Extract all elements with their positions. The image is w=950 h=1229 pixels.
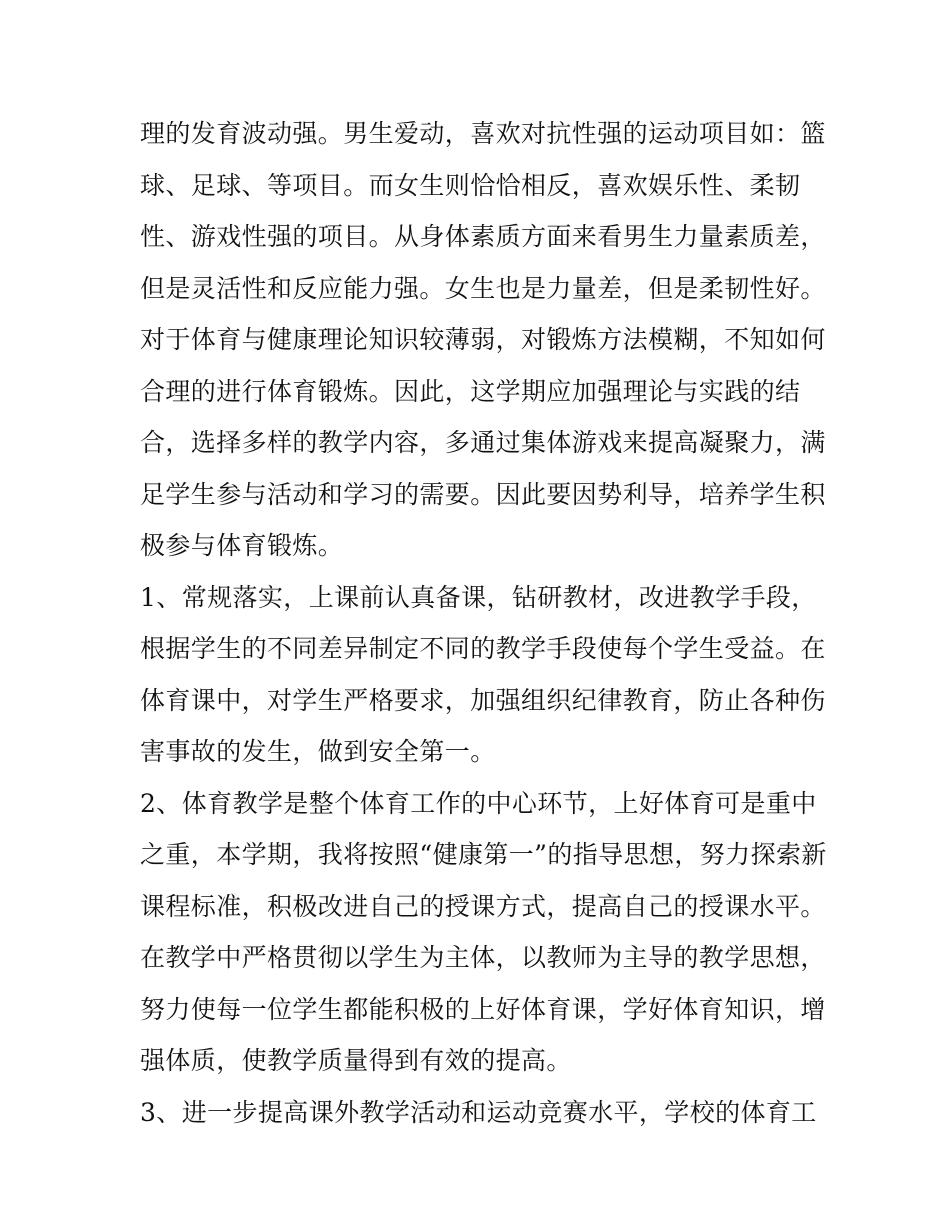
text-line: 之重，本学期，我将按照“健康第一”的指导思想，努力探索新 <box>140 840 827 869</box>
text-line: 极参与体育锻炼。 <box>140 531 344 560</box>
text-line: 努力使每一位学生都能积极的上好体育课，学好体育知识，增 <box>140 994 826 1024</box>
body-text <box>140 108 827 1138</box>
text-line: 课程标准，积极改进自己的授课方式，提高自己的授课水平。 <box>140 891 826 921</box>
list-item-3-line: 3、进一步提高课外教学活动和运动竞赛水平，学校的体育工 <box>140 1097 817 1127</box>
text-line: 球、足球、等项目。而女生则恰恰相反，喜欢娱乐性、柔韧 <box>140 170 801 200</box>
text-line: 性、游戏性强的项目。从身体素质方面来看男生力量素质差， <box>140 222 826 251</box>
text-line: 理的发育波动强。男生爱动，喜欢对抗性强的运动项目如：篮 <box>140 119 826 148</box>
text-line: 对于体育与健康理论知识较薄弱，对锻炼方法模糊，不知如何 <box>140 325 826 354</box>
text-line: 合，选择多样的教学内容，多通过集体游戏来提高凝聚力，满 <box>140 428 826 457</box>
text-line: 合理的进行体育锻炼。因此，这学期应加强理论与实践的结 <box>140 376 801 406</box>
text-line: 害事故的发生，做到安全第一。 <box>140 737 496 766</box>
text-line: 在教学中严格贯彻以学生为主体，以教师为主导的教学思想， <box>140 943 826 972</box>
text-line: 根据学生的不同差异制定不同的教学手段使每个学生受益。在 <box>140 634 826 663</box>
list-item-1-line: 1、常规落实，上课前认真备课，钻研教材，改进教学手段， <box>140 582 817 612</box>
text-line: 但是灵活性和反应能力强。女生也是力量差，但是柔韧性好。 <box>140 273 826 303</box>
text-line: 体育课中，对学生严格要求，加强组织纪律教育，防止各种伤 <box>140 685 826 715</box>
text-line: 强体质，使教学质量得到有效的提高。 <box>140 1046 572 1075</box>
list-item-2-line: 2、体育教学是整个体育工作的中心环节，上好体育可是重中 <box>140 788 817 818</box>
text-line: 足学生参与活动和学习的需要。因此要因势利导，培养学生积 <box>140 479 826 509</box>
